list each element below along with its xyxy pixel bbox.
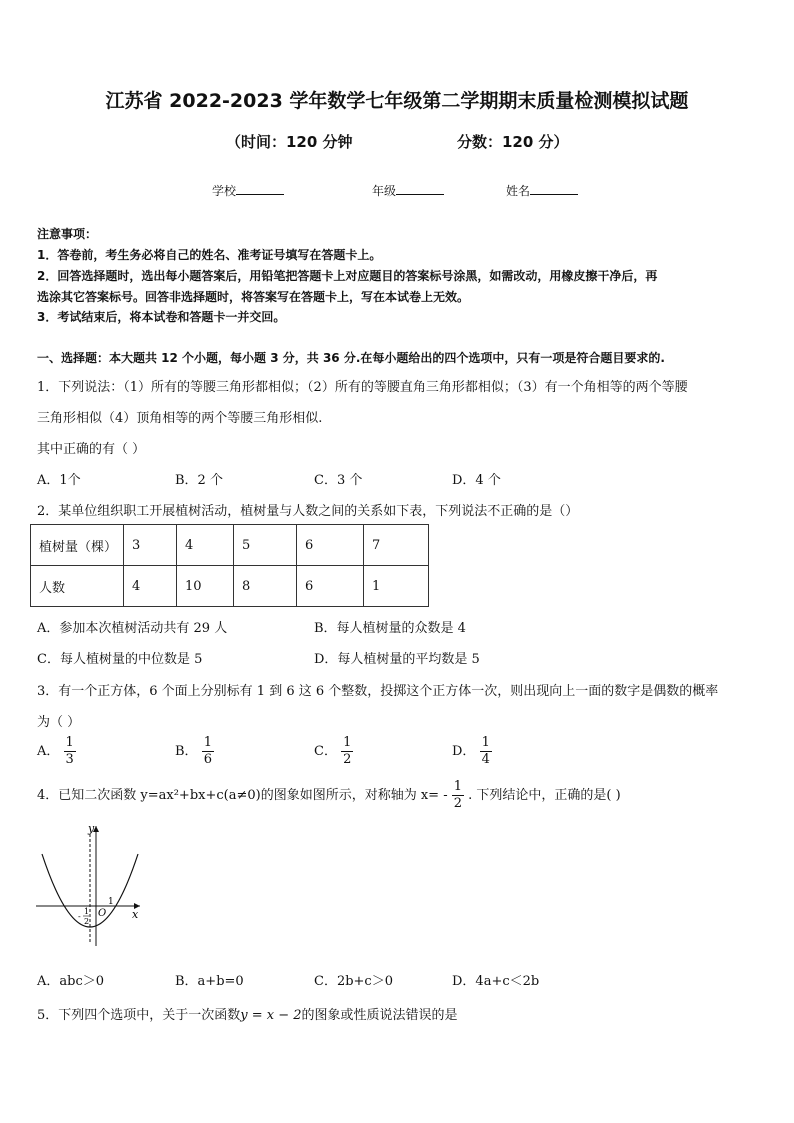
notice-item-2: 2．回答选择题时，选出每小题答案后，用铅笔把答题卡上对应题目的答案标号涂黑，如需改动，用橡皮擦干净后，再 bbox=[37, 269, 658, 283]
fraction-denominator: 2 bbox=[453, 796, 463, 811]
table-cell: 8 bbox=[234, 566, 297, 607]
table-cell: 4 bbox=[124, 566, 177, 607]
option-label: B． bbox=[175, 744, 198, 759]
name-label: 姓名 bbox=[506, 184, 531, 198]
q3-option-a bbox=[37, 735, 76, 768]
table-cell: 4 bbox=[177, 525, 234, 566]
q4-option-d: D．4a+c＜2b bbox=[452, 974, 540, 989]
q3-option-b bbox=[175, 735, 214, 768]
q2-option-b: B．每人植树量的众数是 4 bbox=[314, 621, 466, 636]
name-blank bbox=[530, 182, 578, 195]
table-row bbox=[31, 566, 429, 607]
fraction bbox=[202, 735, 214, 768]
q3-option-d bbox=[452, 735, 492, 768]
fraction bbox=[64, 735, 76, 768]
table-row bbox=[31, 525, 429, 566]
q4-option-b: B．a+b=0 bbox=[175, 974, 244, 989]
grade-blank bbox=[396, 182, 444, 195]
q1-line3: 其中正确的有（ ） bbox=[37, 442, 146, 457]
table-cell: 6 bbox=[297, 566, 364, 607]
half-numerator: 1 bbox=[84, 907, 90, 916]
school-field bbox=[212, 182, 284, 199]
origin-label: O bbox=[98, 908, 107, 919]
fraction-numerator: 1 bbox=[203, 735, 212, 750]
fraction-denominator: 2 bbox=[343, 752, 352, 767]
exam-score: 分数：120 分） bbox=[457, 133, 569, 151]
fraction-denominator: 6 bbox=[203, 752, 212, 767]
table-cell: 5 bbox=[234, 525, 297, 566]
fraction-numerator: 1 bbox=[65, 735, 74, 750]
q3-option-c bbox=[314, 735, 353, 768]
q4-stem-text: 4．已知二次函数 y=ax²+bx+c(a≠0)的图象如图所示，对称轴为 x= - bbox=[37, 788, 448, 803]
table-cell: 人数 bbox=[31, 566, 124, 607]
q4-option-a: A．abc＞0 bbox=[37, 974, 105, 989]
q2-option-a: A．参加本次植树活动共有 29 人 bbox=[37, 621, 228, 636]
grade-label: 年级 bbox=[372, 184, 397, 198]
table-cell: 7 bbox=[364, 525, 429, 566]
fraction bbox=[452, 779, 464, 812]
fraction-denominator: 3 bbox=[65, 752, 74, 767]
notice-item-2-cont: 选涂其它答案标号。回答非选择题时，将答案写在答题卡上，写在本试卷上无效。 bbox=[37, 290, 470, 304]
fraction-numerator: 1 bbox=[453, 779, 463, 794]
q5-stem bbox=[37, 1004, 458, 1023]
q5-stem-text-end: 的图象或性质说法错误的是 bbox=[301, 1008, 458, 1023]
q1-line1: 1．下列说法：（1）所有的等腰三角形都相似；（2）所有的等腰直角三角形都相似；（3）有一个角相等的两个等腰 bbox=[37, 380, 688, 395]
q1-option-a: A．1个 bbox=[37, 473, 81, 488]
half-denominator: 2 bbox=[84, 917, 90, 926]
q3-line2: 为（ ） bbox=[37, 715, 81, 730]
q4-option-c: C．2b+c＞0 bbox=[314, 974, 393, 989]
q4-stem-text-end: . 下列结论中，正确的是( ) bbox=[468, 788, 621, 803]
neg-sign: - bbox=[78, 912, 81, 921]
exam-time: （时间：120 分钟 bbox=[226, 133, 353, 151]
fraction-numerator: 1 bbox=[343, 735, 352, 750]
name-field bbox=[506, 182, 578, 199]
school-blank bbox=[236, 182, 284, 195]
table-cell: 1 bbox=[364, 566, 429, 607]
q2-option-c: C．每人植树量的中位数是 5 bbox=[37, 652, 203, 667]
table-cell: 3 bbox=[124, 525, 177, 566]
q2-option-d: D．每人植树量的平均数是 5 bbox=[314, 652, 480, 667]
q1-line2: 三角形相似（4）顶角相等的两个等腰三角形相似. bbox=[37, 411, 323, 426]
x-axis-label: x bbox=[132, 908, 139, 921]
q3-line1: 3．有一个正方体，6 个面上分别标有 1 到 6 这 6 个整数，投掷这个正方体一次，则出现向上一面的数字是偶数的概率 bbox=[37, 684, 719, 699]
q5-stem-text: 5．下列四个选项中，关于一次函数 bbox=[37, 1008, 241, 1023]
q4-stem bbox=[37, 779, 621, 812]
exam-title: 江苏省 2022-2023 学年数学七年级第二学期期末质量检测模拟试题 bbox=[105, 90, 689, 112]
fraction bbox=[341, 735, 353, 768]
fraction-denominator: 4 bbox=[481, 752, 490, 767]
table-cell: 6 bbox=[297, 525, 364, 566]
notice-item-3: 3．考试结束后，将本试卷和答题卡一并交回。 bbox=[37, 310, 286, 324]
table-cell: 10 bbox=[177, 566, 234, 607]
q1-option-c: C．3 个 bbox=[314, 473, 363, 488]
school-label: 学校 bbox=[212, 184, 237, 198]
tick-label-one: 1 bbox=[108, 897, 114, 907]
q5-formula: y = x − 2 bbox=[240, 1008, 302, 1023]
option-label: A． bbox=[37, 744, 60, 759]
notice-item-1: 1．答卷前，考生务必将自己的姓名、准考证号填写在答题卡上。 bbox=[37, 248, 382, 262]
tree-planting-table bbox=[30, 524, 429, 607]
q2-stem: 2．某单位组织职工开展植树活动，植树量与人数之间的关系如下表，下列说法不正确的是（） bbox=[37, 504, 579, 519]
q1-option-b: B．2 个 bbox=[175, 473, 223, 488]
parabola-graph bbox=[30, 820, 150, 950]
y-axis-label: y bbox=[88, 822, 95, 835]
section-heading: 一、选择题：本大题共 12 个小题，每小题 3 分，共 36 分.在每小题给出的四个选项中，只有一项是符合题目要求的. bbox=[37, 351, 665, 365]
fraction bbox=[480, 735, 492, 768]
option-label: D． bbox=[452, 744, 476, 759]
fraction-numerator: 1 bbox=[481, 735, 490, 750]
option-label: C． bbox=[314, 744, 337, 759]
notice-heading: 注意事项： bbox=[37, 227, 98, 241]
grade-field bbox=[372, 182, 444, 199]
table-cell: 植树量（棵） bbox=[31, 525, 124, 566]
q1-option-d: D．4 个 bbox=[452, 473, 501, 488]
